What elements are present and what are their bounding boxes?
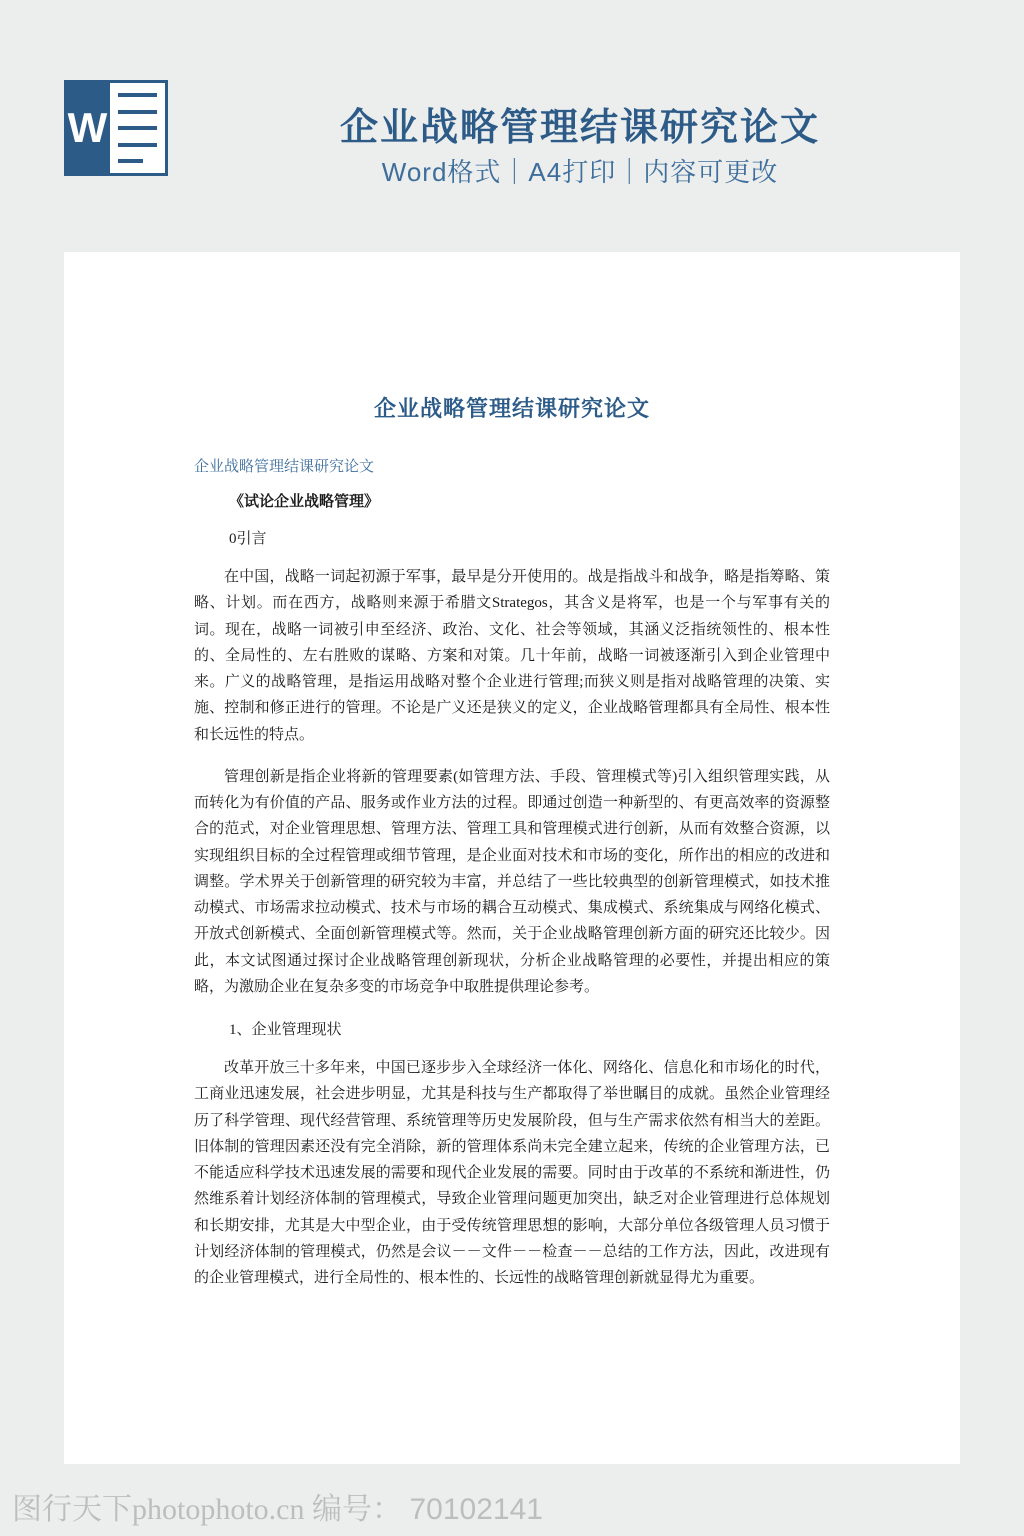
footer-watermark-label: 图行天下photophoto.cn 编号：: [12, 1493, 402, 1526]
document-paragraph-3: 改革开放三十多年来，中国已逐步步入全球经济一体化、网络化、信息化和市场化的时代，工商业迅速发展，社会进步明显，尤其是科技与生产都取得了举世瞩目的成就。虽然企业管理经历了科学管理、现代经营管理、系统管理等历史发展阶段，但与生产需求依然有相当大的差距。旧体制的管理因素还没有完全消除，新的管理体系尚未完全建立起来，传统的企业管理方法，已不能适应科学技术迅速发展的需要和现代企业发展的需要。同时由于改革的不系统和渐进性，仍然维系着计划经济体制的管理模式，导致企业管理问题更加突出，缺乏对企业管理进行总体规划和长期安排，尤其是大中型企业，由于受传统管理思想的影响，大部分单位各级管理人员习惯于计划经济体制的管理模式，仍然是会议－－文件－－检查－－总结的工作方法，因此，改进现有的企业管理模式，进行全局性的、根本性的、长远性的战略管理创新就显得尤为重要。: [194, 1060, 830, 1286]
word-document-icon: [64, 80, 168, 176]
document-page: [64, 252, 960, 1464]
banner-subtitle: Word格式｜A4打印｜内容可更改: [381, 157, 779, 187]
document-subtitle: 企业战略管理结课研究论文: [194, 459, 375, 475]
document-paragraph-1: 在中国，战略一词起初源于军事，最早是分开使用的。战是指战斗和战争，略是指筹略、策略、计划。而在西方，战略则来源于希腊文Strategos，其含义是将军，也是一个与军事有关的词。现在，战略一词被引申至经济、政治、文化、社会等领域，其涵义泛指统领性的、根本性的、全局性的、左右胜败的谋略、方案和对策。几十年前，战略一词被逐渐引入到企业管理中来。广义的战略管理，是指运用战略对整个企业进行管理;而狭义则是指对战略管理的决策、实施、控制和修正进行的管理。不论是广义还是狭义的定义，企业战略管理都具有全局性、根本性和长远性的特点。: [194, 569, 830, 743]
document-section-zero: 0引言: [229, 531, 267, 547]
banner-title: 企业战略管理结课研究论文: [339, 107, 820, 149]
logo-line: [118, 110, 157, 114]
document-heading-1: 1、企业管理现状: [229, 1022, 342, 1038]
logo-line: [118, 93, 157, 97]
header-banner: [0, 0, 1024, 252]
footer-watermark-bar: [0, 1464, 1024, 1536]
word-logo-letter: W: [64, 80, 110, 176]
logo-line: [118, 126, 157, 130]
logo-line: [118, 143, 157, 147]
document-book-title: 《试论企业战略管理》: [229, 494, 380, 510]
word-logo-lines: [110, 80, 168, 176]
footer-watermark-number: 70102141: [409, 1493, 543, 1526]
logo-line: [118, 159, 143, 163]
document-paragraph-2: 管理创新是指企业将新的管理要素(如管理方法、手段、管理模式等)引入组织管理实践，从而转化为有价值的产品、服务或作业方法的过程。即通过创造一种新型的、有更高效率的资源整合的范式，对企业管理思想、管理方法、管理工具和管理模式进行创新，从而有效整合资源，以实现组织目标的全过程管理或细节管理，是企业面对技术和市场的变化，所作出的相应的改进和调整。学术界关于创新管理的研究较为丰富，并总结了一些比较典型的创新管理模式，如技术推动模式、市场需求拉动模式、技术与市场的耦合互动模式、集成模式、系统集成与网络化模式、开放式创新模式、全面创新管理模式等。然而，关于企业战略管理创新方面的研究还比较少。因此，本文试图通过探讨企业战略管理创新现状，分析企业战略管理的必要性，并提出相应的策略，为激励企业在复杂多变的市场竞争中取胜提供理论参考。: [194, 768, 830, 995]
footer-watermark: [12, 1484, 543, 1528]
document-title: 企业战略管理结课研究论文: [373, 396, 650, 421]
